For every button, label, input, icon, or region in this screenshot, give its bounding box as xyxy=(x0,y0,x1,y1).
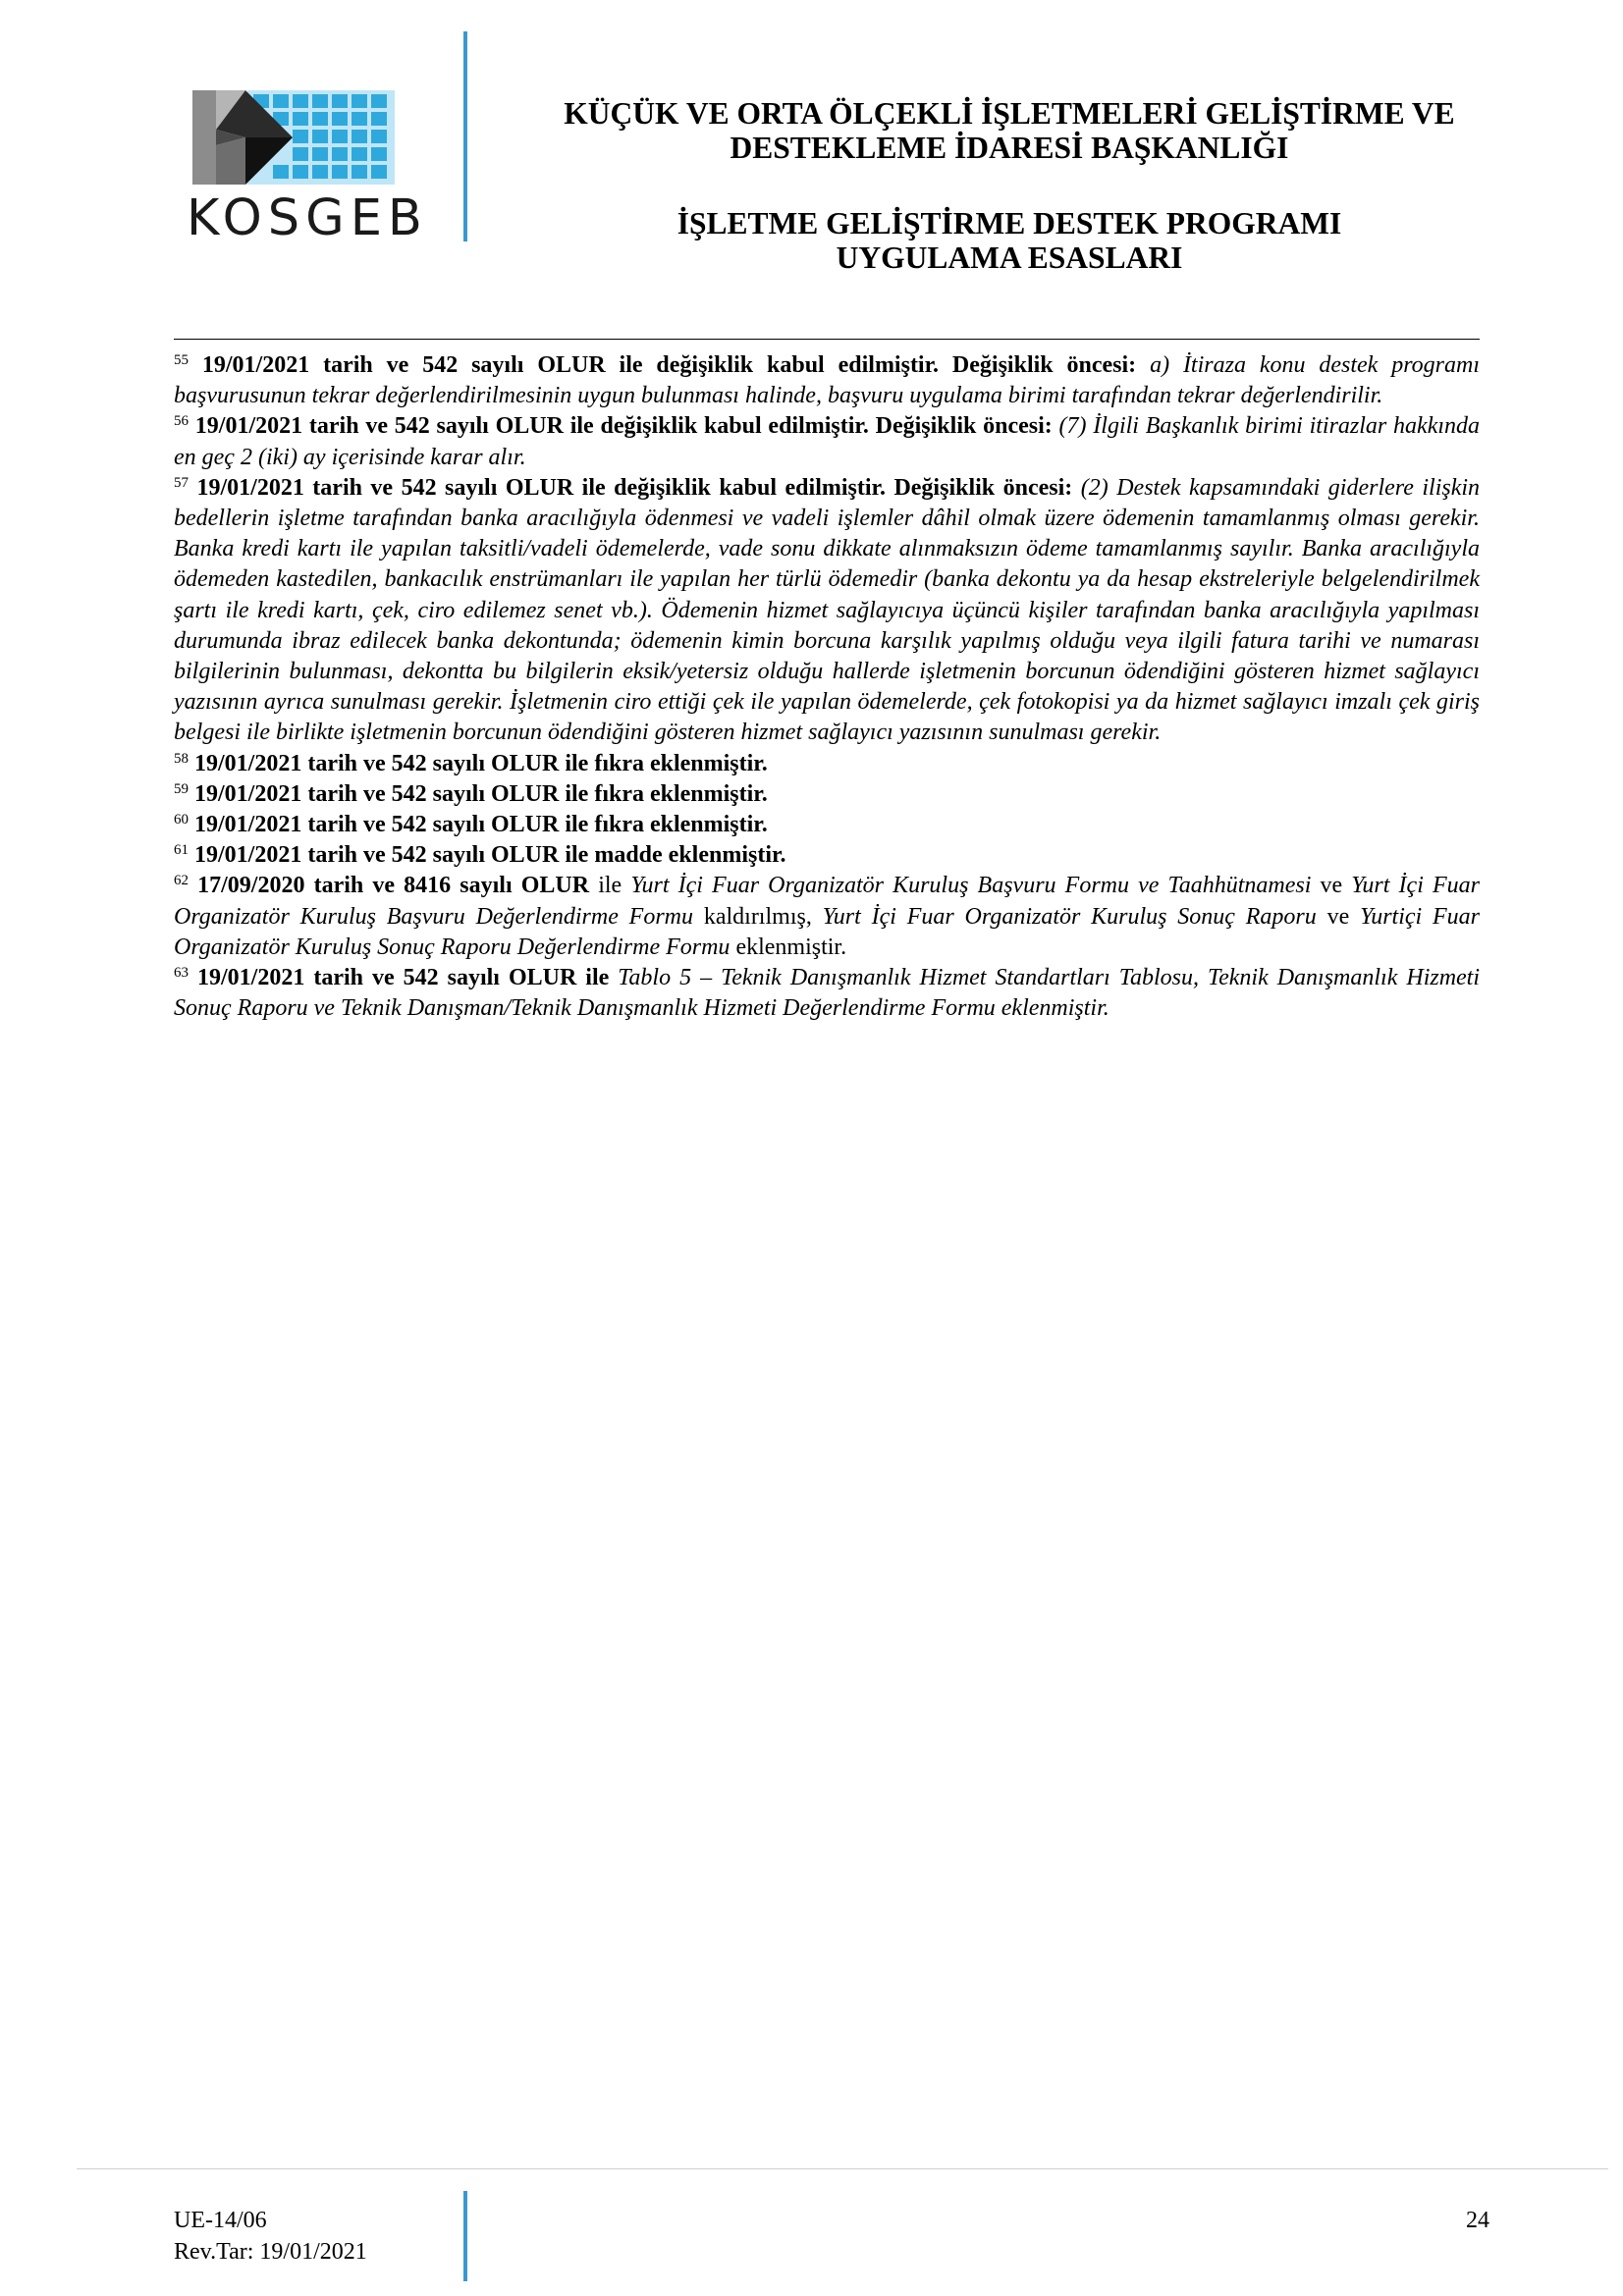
footnote-57 xyxy=(174,473,1480,749)
footnote-italic: Yurt İçi Fuar Organizatör Kuruluş Sonuç Raporu xyxy=(822,903,1317,930)
footnote-number: 62 xyxy=(174,873,189,889)
institution-title-line1: KÜÇÜK VE ORTA ÖLÇEKLİ İŞLETMELERİ GELİŞTİRME VE xyxy=(564,96,1455,131)
footer-divider xyxy=(463,2191,467,2281)
footnote-bold: 19/01/2021 tarih ve 542 sayılı OLUR ile fıkra eklenmiştir. xyxy=(194,812,768,838)
footnote-number: 57 xyxy=(174,474,189,491)
revision-date: Rev.Tar: 19/01/2021 xyxy=(174,2239,367,2265)
footer-separator xyxy=(77,2168,1608,2169)
footnote-60 xyxy=(174,810,1480,840)
kosgeb-logo xyxy=(187,90,432,247)
footnote-61 xyxy=(174,840,1480,871)
kosgeb-logo-mark xyxy=(187,90,432,188)
footnote-63 xyxy=(174,963,1480,1024)
footnote-separator xyxy=(174,339,1480,340)
footnote-number: 56 xyxy=(174,413,189,430)
footnote-italic: Tablo 5 – Teknik Danışmanlık Hizmet Standartları Tablosu, Teknik Danışmanlık Hizmeti Sonuç Raporu ve Teknik Danışman/Teknik Danışmanlık Hizmeti Değerlendirme Formu eklenmiştir. xyxy=(174,965,1481,1022)
header-divider xyxy=(463,31,467,241)
document-code: UE-14/06 xyxy=(174,2208,267,2233)
footnotes xyxy=(174,350,1480,1024)
footnote-bold: 19/01/2021 tarih ve 542 sayılı OLUR ile değişiklik kabul edilmiştir. Değişiklik öncesi: xyxy=(194,413,1053,440)
footnote-number: 59 xyxy=(174,780,189,797)
footnote-plain: ile xyxy=(598,873,622,899)
header-titles xyxy=(489,96,1530,275)
program-title-line2: UYGULAMA ESASLARI xyxy=(836,240,1183,275)
footnote-plain: ve xyxy=(1326,903,1350,930)
footnote-number: 55 xyxy=(174,351,189,368)
footnote-number: 61 xyxy=(174,842,189,858)
footnote-number: 60 xyxy=(174,811,189,828)
footnote-italic: Yurtiçi Fuar Organizatör Kuruluş Sonuç Raporu Değerlendirme Formu xyxy=(174,903,1481,960)
footnote-56 xyxy=(174,411,1480,472)
footnote-number: 58 xyxy=(174,750,189,767)
footnote-bold: 19/01/2021 tarih ve 542 sayılı OLUR ile xyxy=(197,965,610,991)
footnote-55 xyxy=(174,350,1480,411)
footnote-62 xyxy=(174,871,1480,963)
footnote-bold: 19/01/2021 tarih ve 542 sayılı OLUR ile fıkra eklenmiştir. xyxy=(194,750,768,776)
footnote-number: 63 xyxy=(174,964,189,981)
footnote-italic: (7) İlgili Başkanlık birimi itirazlar hakkında en geç 2 (iki) ay içerisinde karar alır. xyxy=(174,413,1481,470)
page-number: 24 xyxy=(1466,2208,1489,2233)
footnote-plain: ve xyxy=(1320,873,1343,899)
footnote-59 xyxy=(174,779,1480,810)
footnote-bold: 19/01/2021 tarih ve 542 sayılı OLUR ile madde eklenmiştir. xyxy=(194,842,786,869)
footnote-plain: kaldırılmış, xyxy=(703,903,812,930)
footnote-italic: Yurt İçi Fuar Organizatör Kuruluş Başvuru Formu ve Taahhütnamesi xyxy=(630,873,1312,899)
footnote-italic: a) İtiraza konu destek programı başvurusunun tekrar değerlendirilmesinin uygun bulunması halinde, başvuru uygulama birimi tarafından tekrar değerlendirilir. xyxy=(174,352,1481,409)
footnote-bold: 19/01/2021 tarih ve 542 sayılı OLUR ile fıkra eklenmiştir. xyxy=(194,780,768,807)
footnote-plain: eklenmiştir. xyxy=(735,934,847,960)
footnote-italic: Yurt İçi Fuar Organizatör Kuruluş Başvuru Değerlendirme Formu xyxy=(174,873,1480,930)
footnote-58 xyxy=(174,749,1480,779)
program-title-line1: İŞLETME GELİŞTİRME DESTEK PROGRAMI xyxy=(676,206,1342,240)
footnote-bold: 19/01/2021 tarih ve 542 sayılı OLUR ile değişiklik kabul edilmiştir. Değişiklik öncesi: xyxy=(201,352,1137,378)
institution-title-line2: DESTEKLEME İDARESİ BAŞKANLIĞI xyxy=(730,131,1289,165)
footnote-bold: 19/01/2021 tarih ve 542 sayılı OLUR ile değişiklik kabul edilmiştir. Değişiklik öncesi: xyxy=(196,474,1073,501)
footnote-bold: 17/09/2020 tarih ve 8416 sayılı OLUR xyxy=(197,873,590,899)
logo-text: KOSGEB xyxy=(187,189,428,247)
footnote-italic: (2) Destek kapsamındaki giderlere ilişkin bedellerin işletme tarafından banka aracılığıyla ödenmesi ve vadeli işlemler dâhil olmak üzere ödemenin tamamlanmış olması gerekir. Banka kredi kartı ile yapılan taksitli/vadeli ödemelerde, vade sonu dikkate alınmaksızın ödeme tamamlanmış sayılır. Banka aracılığıyla ödemeden kastedilen, bankacılık enstrümanları ile yapılan her türlü ödemedir (banka dekontu ya da hesap ekstreleriyle belgelendirilmek şartı ile kredi kartı, çek, ciro edilemez senet vb.). Ödemenin hizmet sağlayıcıya üçüncü kişiler tarafından banka aracılığıyla yapılması durumunda ibraz edilecek banka dekontunda; ödemenin kimin borcuna karşılık yapılmış olduğu veya ilgili fatura tarihi ve numarası bilgilerinin bulunması, dekontta bu bilgilerin eksik/yetersiz olduğu hallerde işletmenin borcunun ödendiğini gösteren hizmet sağlayıcı yazısının ayrıca sunulması gerekir. İşletmenin ciro ettiği çek ile yapılan ödemelerde, çek fotokopisi ya da hizmet sağlayıcı imzalı çek giriş belgesi ile birlikte işletmenin borcunun ödendiğini gösteren hizmet sağlayıcı yazısının sunulması gerekir. xyxy=(174,474,1481,746)
footer-doc-info xyxy=(174,2205,367,2268)
